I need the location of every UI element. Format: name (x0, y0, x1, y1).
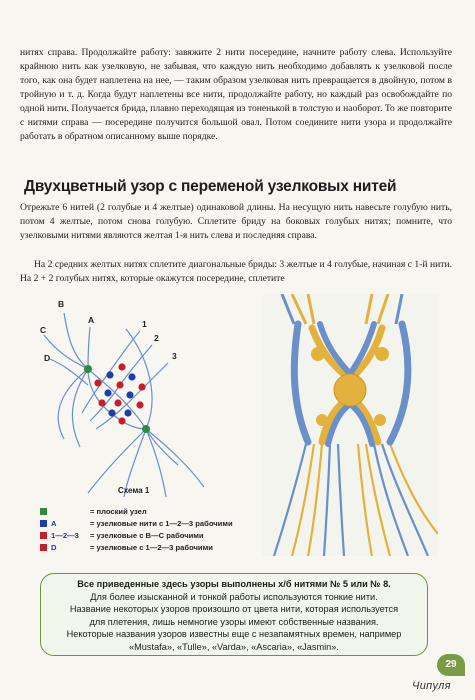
legend-row (40, 541, 260, 553)
scheme-legend (40, 505, 260, 553)
label-d: D (44, 353, 51, 363)
knot-marker (118, 363, 125, 370)
body-paragraph-2: Отрежьте 6 нитей (2 голубые и 4 желтые) одинаковой длины. На несущую нить навесьте голубую нить, потом 4 желтые, потом снова голубую. Сплетите бриду на боковых голубых нитях; помните, что узелковыми нитями являются желтая 1-я нить слева и последняя справа. (20, 202, 452, 241)
blue-square-icon (40, 520, 47, 527)
knot-marker (138, 383, 145, 390)
thread-c-line (44, 335, 88, 369)
info-box (40, 573, 428, 656)
knot-marker (114, 399, 121, 406)
label-3: 3 (172, 351, 177, 361)
label-1: 1 (142, 319, 147, 329)
info-line: для плетения, лишь немногие узоры имеют собственные названия. (89, 616, 379, 627)
red-square-icon (40, 532, 47, 539)
knot-marker (126, 391, 133, 398)
knot-marker (94, 379, 101, 386)
legend-symbol: A (51, 518, 57, 528)
legend-text: = плоский узел (90, 506, 147, 516)
label-a: A (88, 315, 95, 325)
legend-text: = узелковые с B—C рабочими (90, 530, 204, 540)
info-line: Некоторые названия узоров известны еще с незапамятных времен, например (66, 629, 402, 640)
knot-marker (108, 409, 115, 416)
label-c: C (40, 325, 47, 335)
flat-knot-marker (142, 425, 150, 433)
lower-left-line-1 (88, 429, 146, 493)
body-paragraph-3: На 2 средних желтых нитях сплетите диагональные бриды: 3 желтые и 4 голубые, начиная с 1-й нити. На 2 + 2 голубых нитях, которые окажутся посередине, сплетите (20, 259, 452, 284)
knot-marker (118, 417, 125, 424)
info-line: «Mustafa», «Tulle», «Varda», «Ascaria», «Jasmin». (129, 641, 339, 652)
knot-marker (106, 371, 113, 378)
legend-symbol: 1—2—3 (51, 530, 79, 540)
knot-marker (98, 399, 105, 406)
label-b: B (58, 299, 65, 309)
info-line: Название некоторых узоров произошло от цвета нити, которая используется (69, 604, 399, 615)
knot-marker (136, 401, 143, 408)
legend-row (40, 529, 260, 541)
legend-row (40, 517, 260, 529)
watermark: Чипуля (412, 680, 451, 692)
legend-symbol: D (51, 542, 57, 552)
knot-marker (124, 409, 131, 416)
green-square-icon (40, 508, 47, 515)
legend-row (40, 505, 260, 517)
knot-marker (116, 381, 123, 388)
red-square-icon (40, 544, 47, 551)
info-line: Для более изысканной и тонкой работы используются тонкие нити. (90, 591, 378, 602)
info-line: Все приведенные здесь узоры выполнены х/б нитями № 5 или № 8. (77, 579, 391, 589)
knot-marker (104, 389, 111, 396)
scheme-caption: Схема 1 (118, 486, 150, 495)
section-heading: Двухцветный узор с переменой узелковых нитей (24, 178, 397, 195)
legend-text: = узелковые нити с 1—2—3 рабочими (90, 518, 233, 528)
knot-marker (128, 373, 135, 380)
flat-knot-marker (84, 365, 92, 373)
label-2: 2 (154, 333, 159, 343)
page-number: 29 (437, 654, 465, 676)
macrame-pattern-photo (262, 294, 438, 556)
body-paragraph-1: нитях справа. Продолжайте работу: завяжите 2 нити посередине, начните работу слева. Используйте крайнюю нить как узелковую, не забывая, что каждую нить необходимо добавлять к узелковой после того, как она будет наплетена на нее, — таким образом узелковая нить превращается в двойную, потом в тройную и т. д. Когда будут наплетены все нити, продолжайте работу, но каждый раз освобождайте по одной нити. Получается брида, плавно переходящая из тоненькой в толстую и наоборот. То же повторите с нитями справа — посередине получится большой овал. Потом соедините нити узора и продолжайте работать в обратном описанному выше порядке. (20, 47, 452, 142)
lower-right-line-2 (146, 429, 204, 487)
legend-text: = узелковые с 1—2—3 рабочими (90, 542, 213, 552)
